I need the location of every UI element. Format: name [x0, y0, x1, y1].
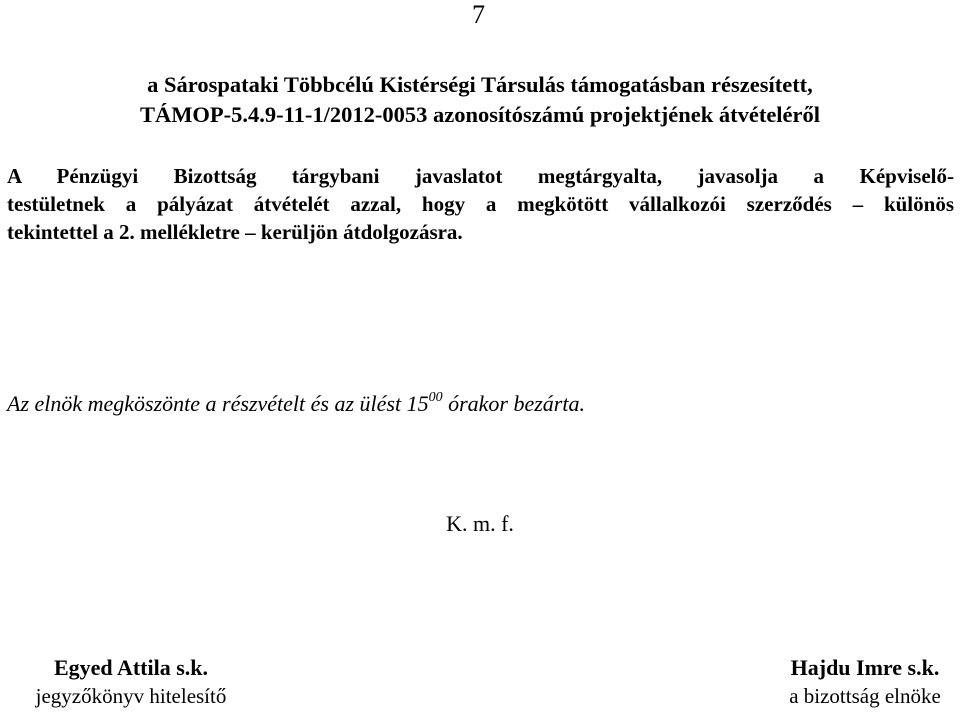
signature-left — [0, 654, 262, 710]
closing-time-superscript: 00 — [428, 390, 443, 405]
signature-left-role: jegyzőkönyv hitelesítő — [35, 684, 227, 708]
closing-text-before: Az elnök megköszönte a részvételt és az ülést 15 — [7, 391, 429, 416]
signature-right-role: a bizottság elnöke — [789, 684, 941, 708]
signature-left-name: Egyed Attila s.k. — [53, 655, 209, 680]
resolution-line-1: A Pénzügyi Bizottság tárgybani javaslatot megtárgyalta, javasolja a Képviselő- — [7, 164, 954, 188]
resolution-line-3: tekintettel a 2. mellékletre – kerüljön átdolgozásra. — [7, 220, 463, 244]
kmf-mark: K. m. f. — [446, 511, 514, 536]
resolution-line-2: testületnek a pályázat átvételét azzal, hogy a megkötött vállalkozói szerződés – különös — [7, 192, 954, 216]
closing-text-after: órakor bezárta. — [442, 391, 585, 416]
heading-line-2: TÁMOP-5.4.9-11-1/2012-0053 azonosítószámú projektjének átvételéről — [139, 102, 821, 127]
heading-line-1: a Sárospataki Többcélú Kistérségi Társulás támogatásban részesített, — [147, 72, 813, 97]
signature-right-name: Hajdu Imre s.k. — [790, 655, 940, 680]
page-number: 7 — [472, 0, 485, 29]
signature-right — [770, 654, 960, 710]
closing-statement — [7, 389, 585, 419]
